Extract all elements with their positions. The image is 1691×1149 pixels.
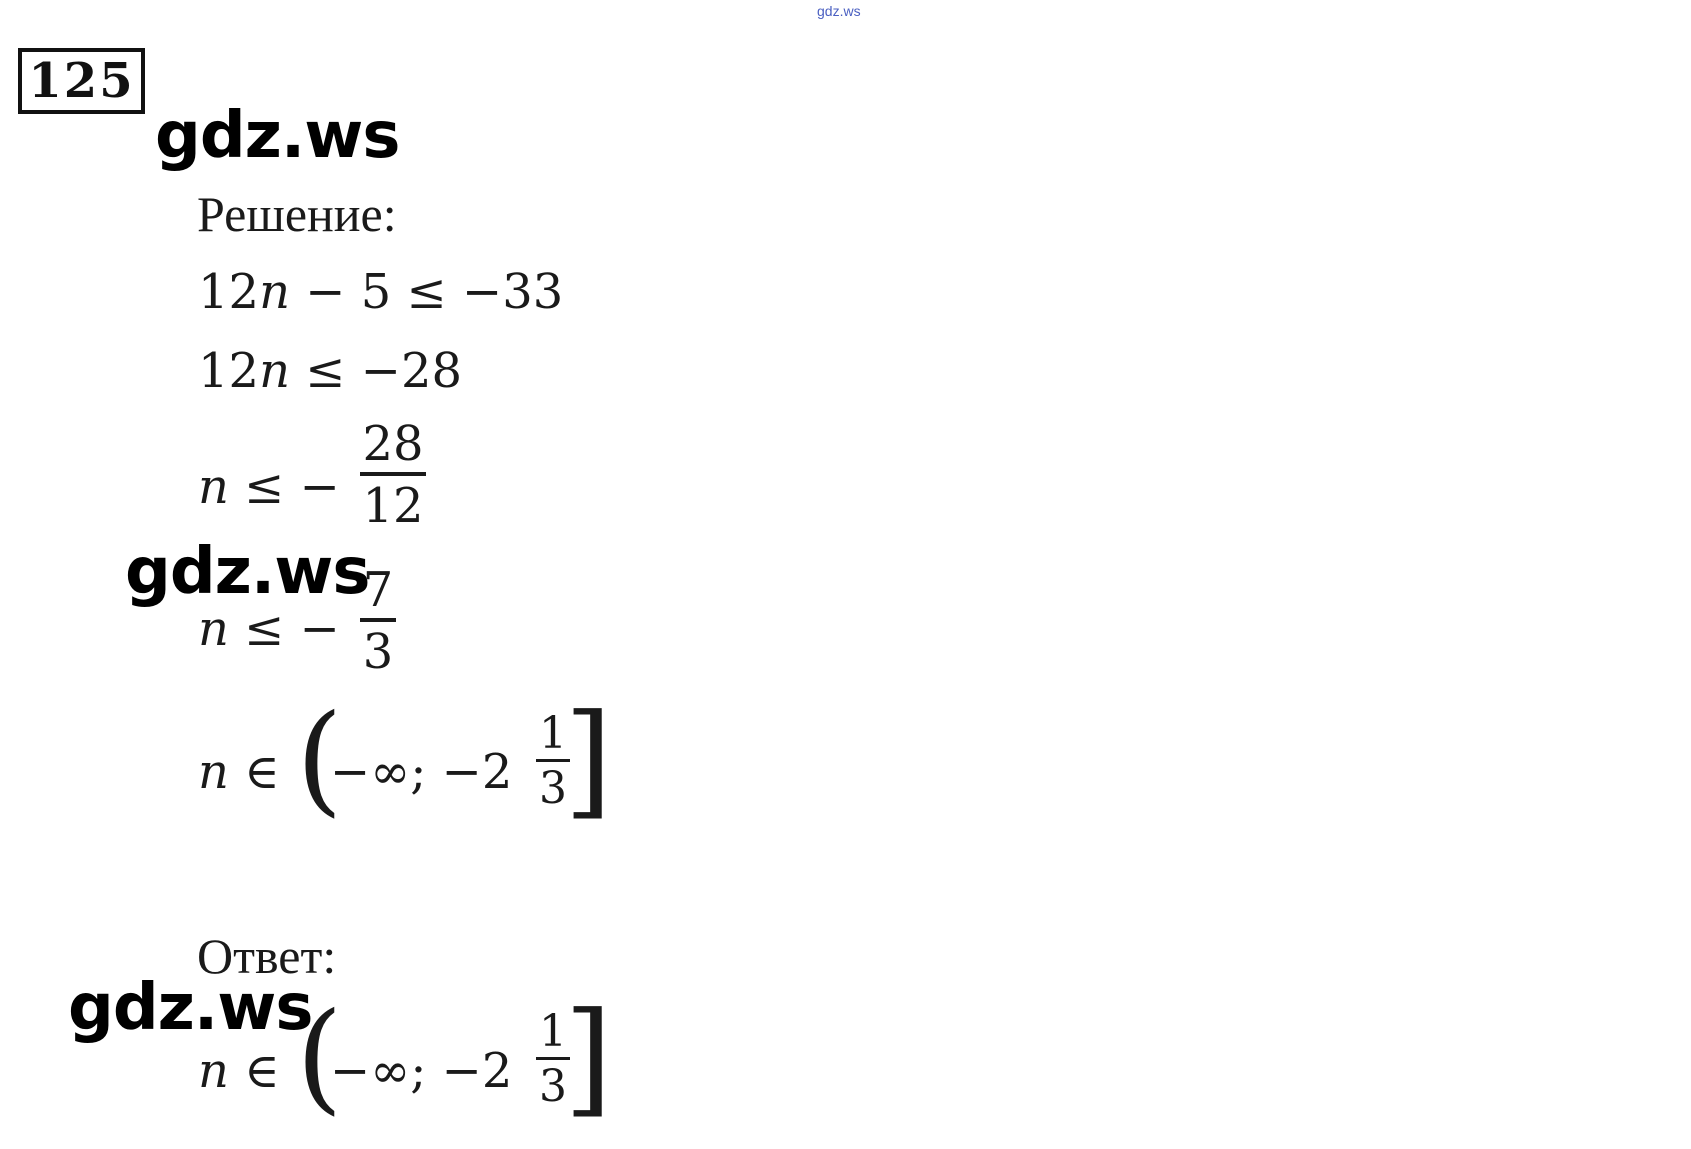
step-4-denominator: 3 [362,624,394,680]
problem-number: 125 [28,53,135,109]
step-3-numerator: 28 [362,416,424,472]
step-4 [198,601,340,657]
step-1-var: n [259,264,290,320]
answer-line [198,1043,280,1099]
problem-number-box [18,48,145,114]
watermark: gdz.ws [125,535,370,609]
step-5-open-paren: ( [296,690,343,829]
step-1-coef: 12 [198,264,260,320]
step-3-fraction [360,416,426,534]
step-5-numerator: 1 [539,708,567,759]
step-2-var: n [259,343,290,399]
step-5-close-bracket: ] [564,688,613,832]
step-5-in: ∈ [228,744,280,800]
step-5-var: n [198,744,229,800]
watermark: gdz.ws [68,971,313,1045]
answer-label: Ответ: [197,928,337,984]
answer-numerator: 1 [539,1006,567,1057]
site-link[interactable]: gdz.ws [817,3,861,19]
fraction-bar [360,472,426,476]
answer-close-bracket: ] [564,986,613,1130]
step-4-rel: ≤ − [228,601,340,657]
step-5-interval: −∞; −2 [330,744,513,800]
answer-in: ∈ [228,1043,280,1099]
step-4-var: n [198,601,229,657]
fraction-bar [360,618,396,622]
step-1 [198,264,564,320]
step-3-rel: ≤ − [228,459,340,515]
step-2-coef: 12 [198,343,260,399]
answer-interval: −∞; −2 [330,1043,513,1099]
step-3 [198,459,340,515]
step-4-fraction [360,562,396,680]
step-5-denominator: 3 [539,763,567,814]
watermark: gdz.ws [155,99,400,173]
step-3-var: n [198,459,229,515]
answer-open-paren: ( [296,988,343,1127]
step-4-numerator: 7 [362,562,394,618]
step-1-rest: − 5 ≤ −33 [290,264,564,320]
answer-var: n [198,1043,229,1099]
solution-label: Решение: [197,186,397,242]
step-2 [198,343,463,399]
answer-denominator: 3 [539,1061,567,1112]
step-3-denominator: 12 [362,478,424,534]
step-5 [198,744,280,800]
step-2-rest: ≤ −28 [290,343,463,399]
